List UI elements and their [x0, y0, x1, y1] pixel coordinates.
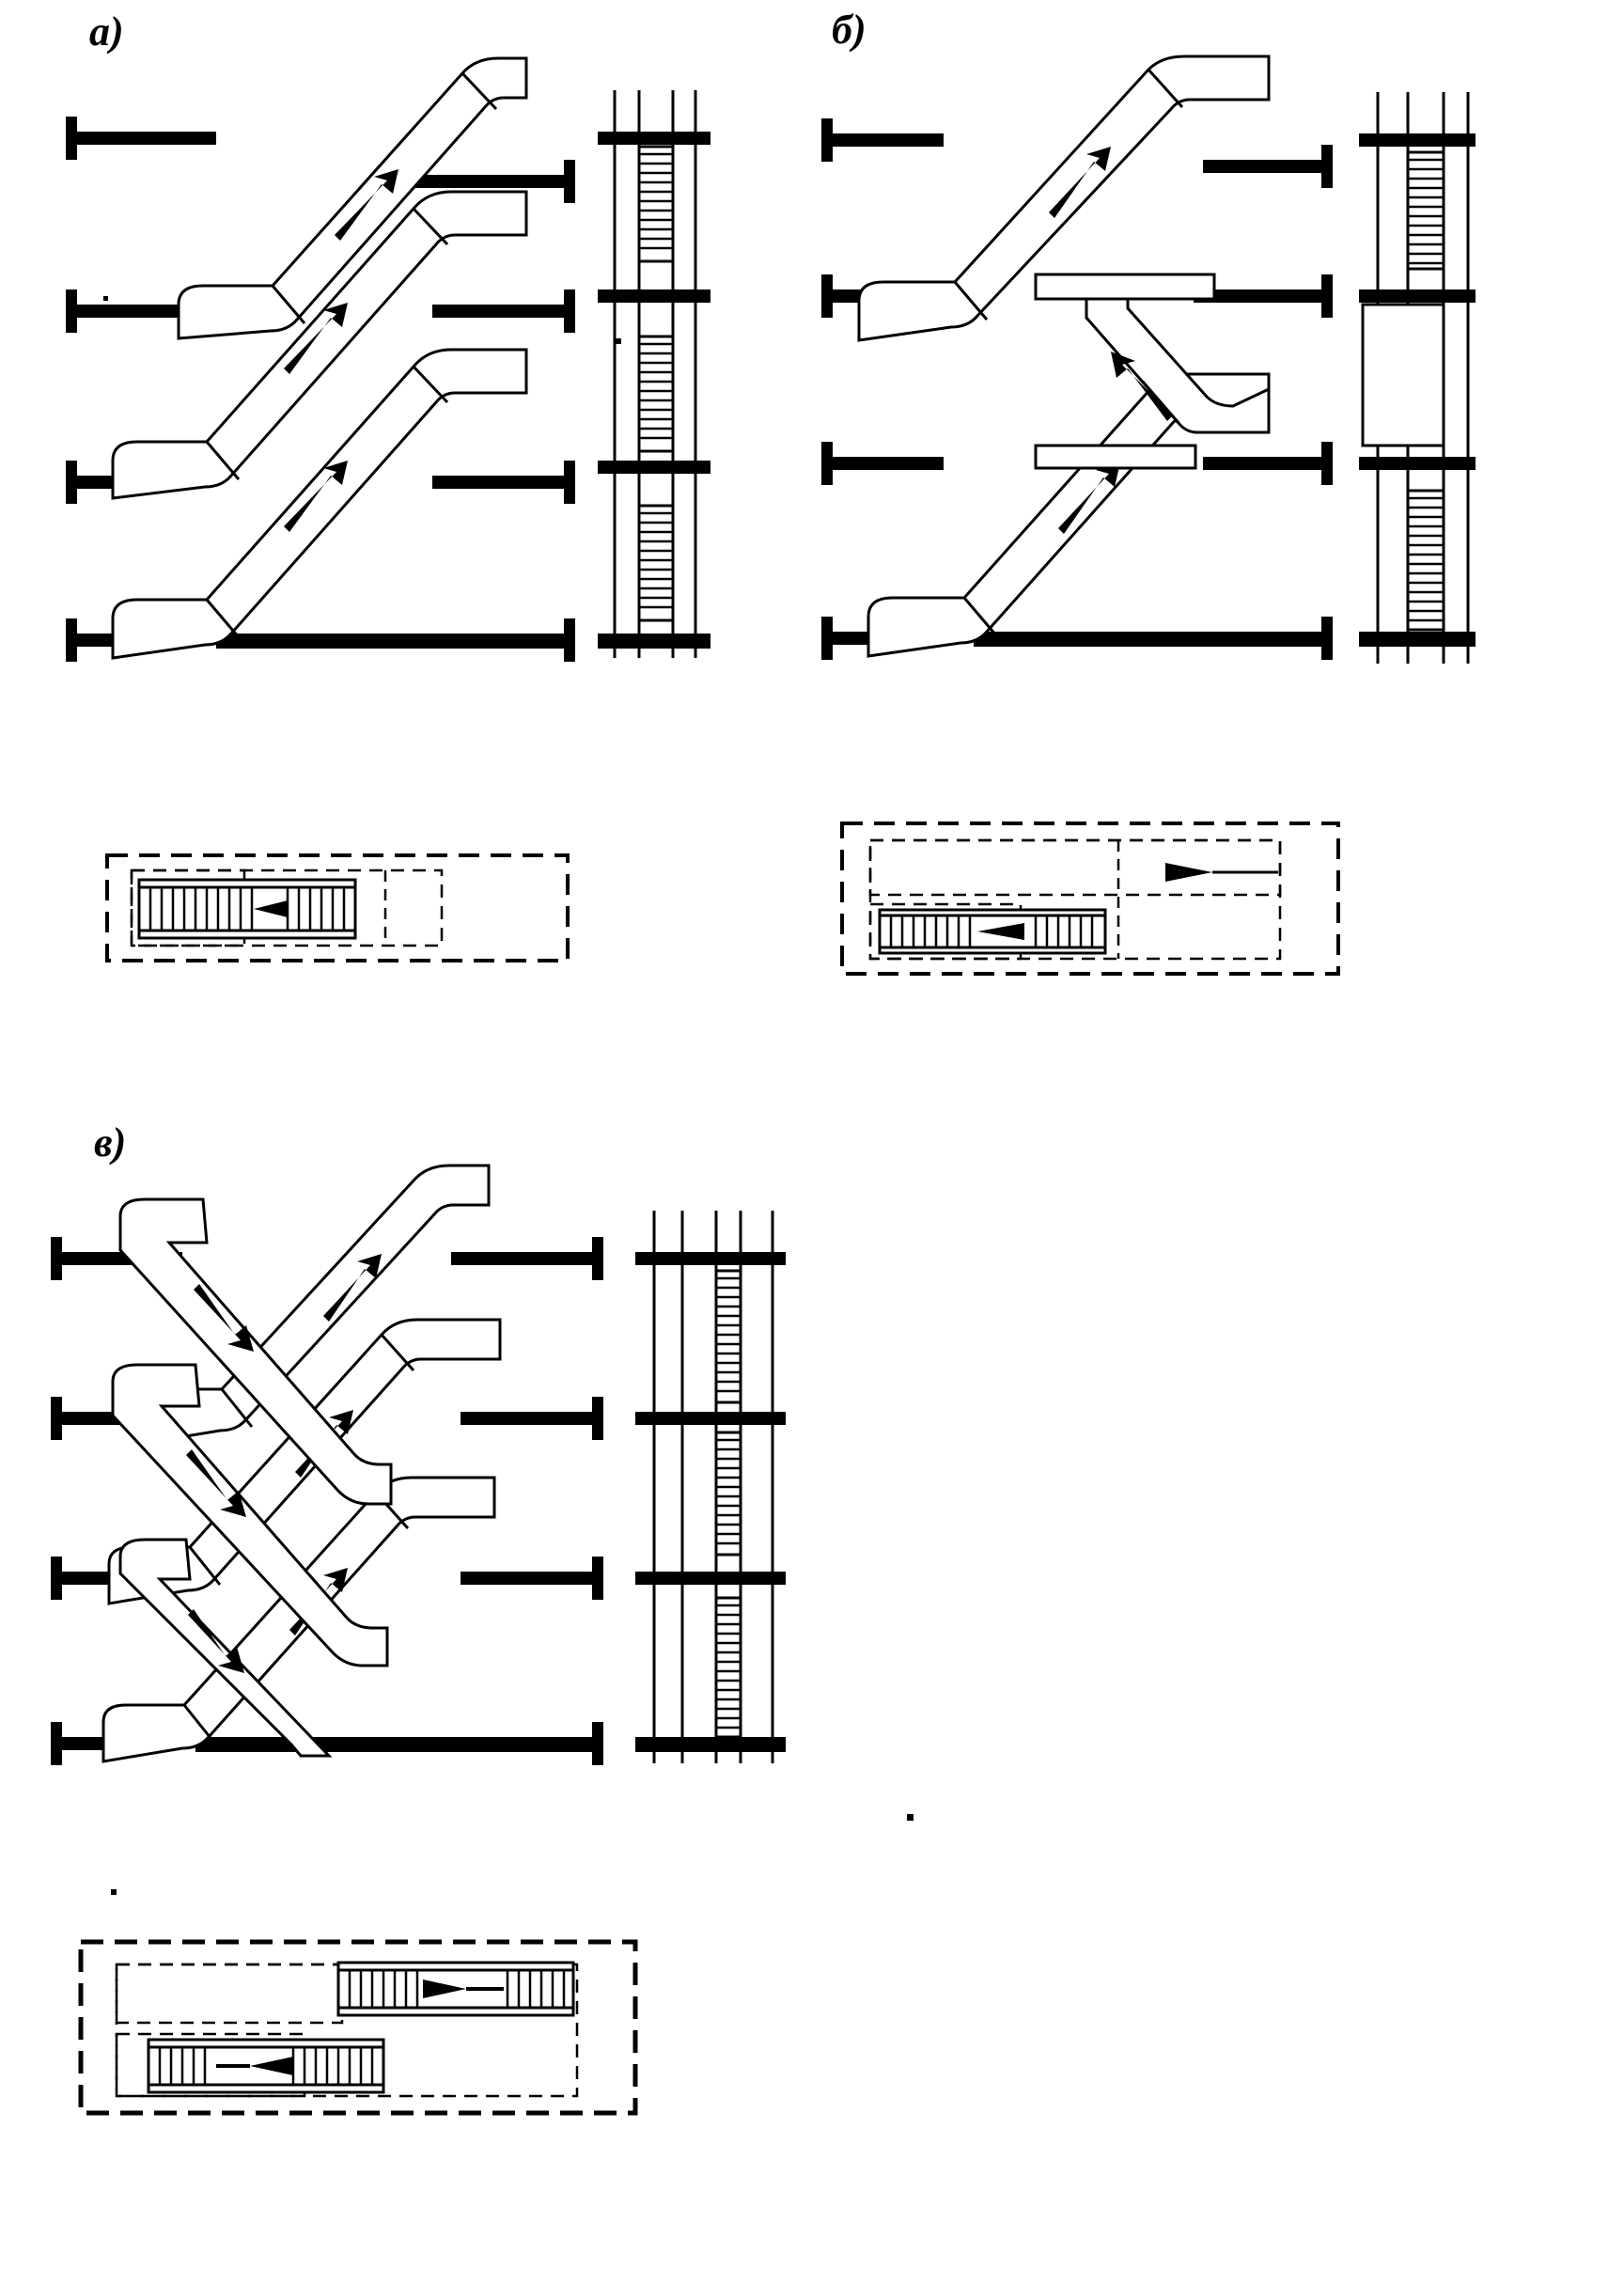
- panel-a-diagram: [38, 56, 780, 696]
- scan-speck-4: [907, 1814, 914, 1821]
- panel-a: [38, 56, 780, 696]
- plan-view-b-diagram: [836, 818, 1363, 987]
- section-view-a: [598, 90, 710, 658]
- panel-b-diagram: [799, 66, 1569, 705]
- section-view-b: [1359, 92, 1476, 664]
- panel-label-a: а): [89, 8, 124, 55]
- plan-view-v-diagram: [75, 1936, 658, 2124]
- plan-view-a-diagram: [103, 846, 592, 978]
- plan-view-a: [103, 846, 592, 978]
- panel-v: [19, 1194, 912, 1889]
- scan-speck-1: [103, 296, 108, 301]
- plan-view-v: [75, 1936, 658, 2124]
- panel-v-diagram: [19, 1194, 912, 1889]
- panel-label-v: в): [94, 1119, 127, 1166]
- plan-arrow-left-b: [1165, 863, 1212, 882]
- scan-speck-2: [616, 338, 621, 344]
- section-view-v: [635, 1211, 786, 1763]
- escalator-flight-1: [113, 350, 526, 658]
- panel-label-b: б): [832, 7, 867, 53]
- scan-speck-3: [111, 1889, 117, 1895]
- plan-view-b: [836, 818, 1363, 987]
- panel-b: [799, 66, 1569, 705]
- ladder-rungs: [639, 147, 673, 620]
